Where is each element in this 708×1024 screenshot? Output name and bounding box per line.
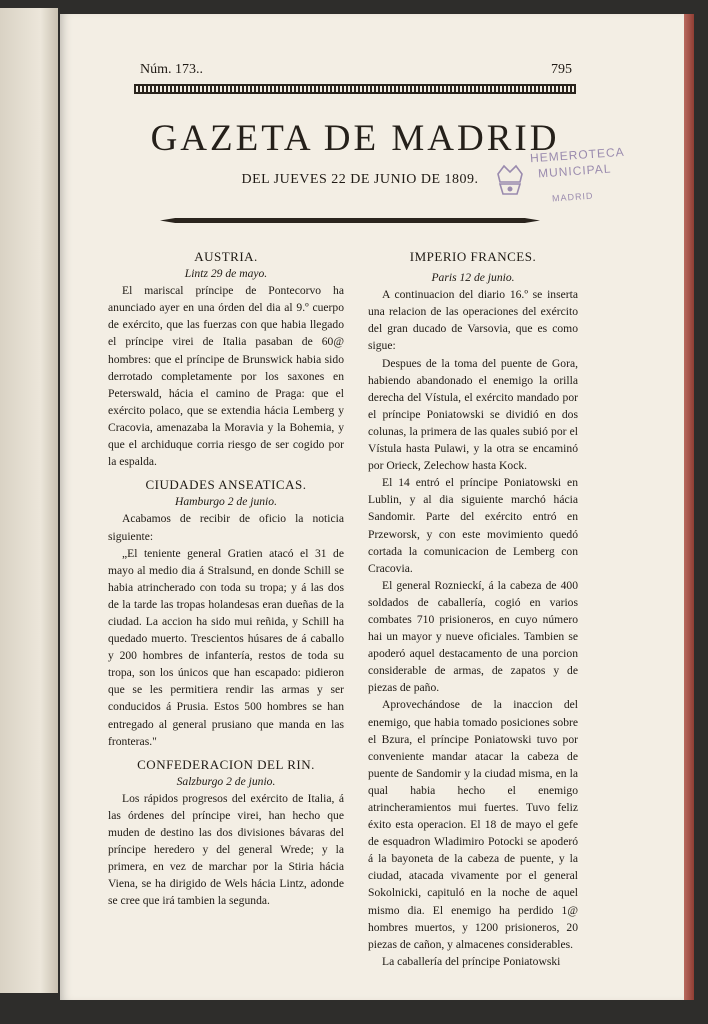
right-column (368, 248, 578, 970)
page-number: 795 (551, 62, 572, 77)
ornamental-rule-bottom (160, 218, 540, 223)
crest-icon (490, 160, 530, 200)
issue-number: Núm. 173.. (140, 62, 203, 77)
article-paragraph: El mariscal príncipe de Pontecorvo ha anunciado ayer en una órden del dia al 9.º cuerpo de exército, que las fuerzas con que habia llegado el príncipe virei de Italia pasaban de 60@ hombres: que el príncipe de Brunswick habia sido derrotado completamente por los saxones en Peterswald, hácia el camino de Praga: que el exército polaco, que se extendia hácia Lemberg y Cracovia, amenazaba la Moravia y la Bohemia, y que el archiduque corria riesgo de ser cogido por la espalda. (108, 284, 344, 469)
section-title-ciudades-anseaticas: CIUDADES ANSEATICAS. (145, 477, 307, 493)
article-paragraph: El 14 entró el príncipe Poniatowski en Lublin, y al dia siguiente marchó hácia Sandomir. Parte del exército entró en Przeworsk, y con este movimiento quedó cortada la comunicacion de Lemberg con Cracovia. (368, 476, 578, 575)
issue-date: DEL JUEVES 22 DE JUNIO DE 1809. (241, 172, 479, 187)
left-page-edge (0, 8, 58, 993)
article-paragraph: „El teniente general Gratien atacó el 31 de mayo al medio dia á Stralsund, en donde Schill se habia atrincherado con toda su tropa; y á las dos de la tarde las tropas holandesas eran dueñas de la ciudad. La accion ha sido mui reñida, y Schill ha quedado muerto. Trescientos húsares de á caballo y 200 hombres de infantería, restos de toda su tropa, son los únicos que han escapado: pidieron que se les permitiera rendir las armas y ser conducidos á Prusia. Estos 500 hombres se han entregado al general prusiano que manda en las fronteras." (108, 546, 344, 748)
dateline-paris: Paris 12 de junio. (431, 271, 515, 285)
dateline-lintz: Lintz 29 de mayo. (184, 267, 268, 281)
article-paragraph: A continuacion del diario 16.º se inserta una relacion de las operaciones del exército del gran ducado de Varsovia, que es como sigue: (368, 288, 578, 353)
section-title-imperio-frances: IMPERIO FRANCES. (409, 249, 537, 264)
article-paragraph: El general Roznieckí, á la cabeza de 400 soldados de caballería, cogió en varios combates 710 prisioneros, en cuyo número hai un mayor y nueve oficiales. Tambien se apoderó aquel destacamento de una porcion considerable de armas, de zapatos y de piezas de paño. (368, 578, 578, 695)
article-paragraph: Despues de la toma del puente de Gora, habiendo abandonado el enemigo la orilla derecha del Vístula, el exército mandado por el príncipe Poniatowski se dividió en dos colunas, la primera de las quales subió por el Vístula hasta Pulawi, y la otra se encaminó por Orieck, Zelechow hasta Kock. (368, 356, 578, 473)
stamp-line-2: MUNICIPAL (537, 161, 612, 181)
section-title-confederacion-del-rin: CONFEDERACION DEL RIN. (137, 756, 315, 772)
left-column (108, 248, 344, 910)
page-edge-binding (684, 14, 694, 1000)
article-paragraph: La caballería del príncipe Poniatowski (382, 954, 561, 968)
dateline-hamburgo: Hamburgo 2 de junio. (175, 495, 277, 509)
section-title-austria: AUSTRIA. (194, 249, 258, 264)
article-paragraph: Aprovechándose de la inaccion del enemigo, que habia tomado posiciones sobre el Bzura, el príncipe Poniatowski tuvo por conveniente mandar atacar la cabeza de puente de Sandomir y la ciudad misma, en la qual habia hecho el enemigo atrincheramientos mui fuertes. Tuvo feliz éxito esta operacion. El 18 de mayo el gefe de esquadron Wladimiro Potocki se apoderó á la bayoneta de la cabeza de puente, y la ciudad, atacada vivamente por el general Sokolnicki, capituló en la noche de aquel mismo dia. El enemigo ha perdido 1@ hombres muertos, y 1200 prisioneros, 20 piezas de cañon, y almacenes considerables. (368, 698, 578, 951)
newspaper-title: GAZETA DE MADRID (150, 118, 560, 159)
stamp-line-3: MADRID (551, 190, 594, 204)
article-paragraph: Acabamos de recibir de oficio la noticia siguiente: (108, 512, 344, 543)
library-stamp (486, 140, 626, 220)
dateline-salzburgo: Salzburgo 2 de junio. (176, 774, 276, 788)
article-paragraph: Los rápidos progresos del exército de Italia, á las órdenes del príncipe virei, han hecho que muden de destino las dos divisiones bávaras del príncipe heredero y del general Wrede; y la primera, en vez de marchar por la Stiria hácia Viena, se ha dirigido de Wels hácia Lintz, adonde se cree que irá tambien la segunda. (108, 791, 344, 908)
stamp-line-1: HEMEROTECA (529, 144, 626, 166)
ornamental-rule-top (134, 84, 576, 94)
